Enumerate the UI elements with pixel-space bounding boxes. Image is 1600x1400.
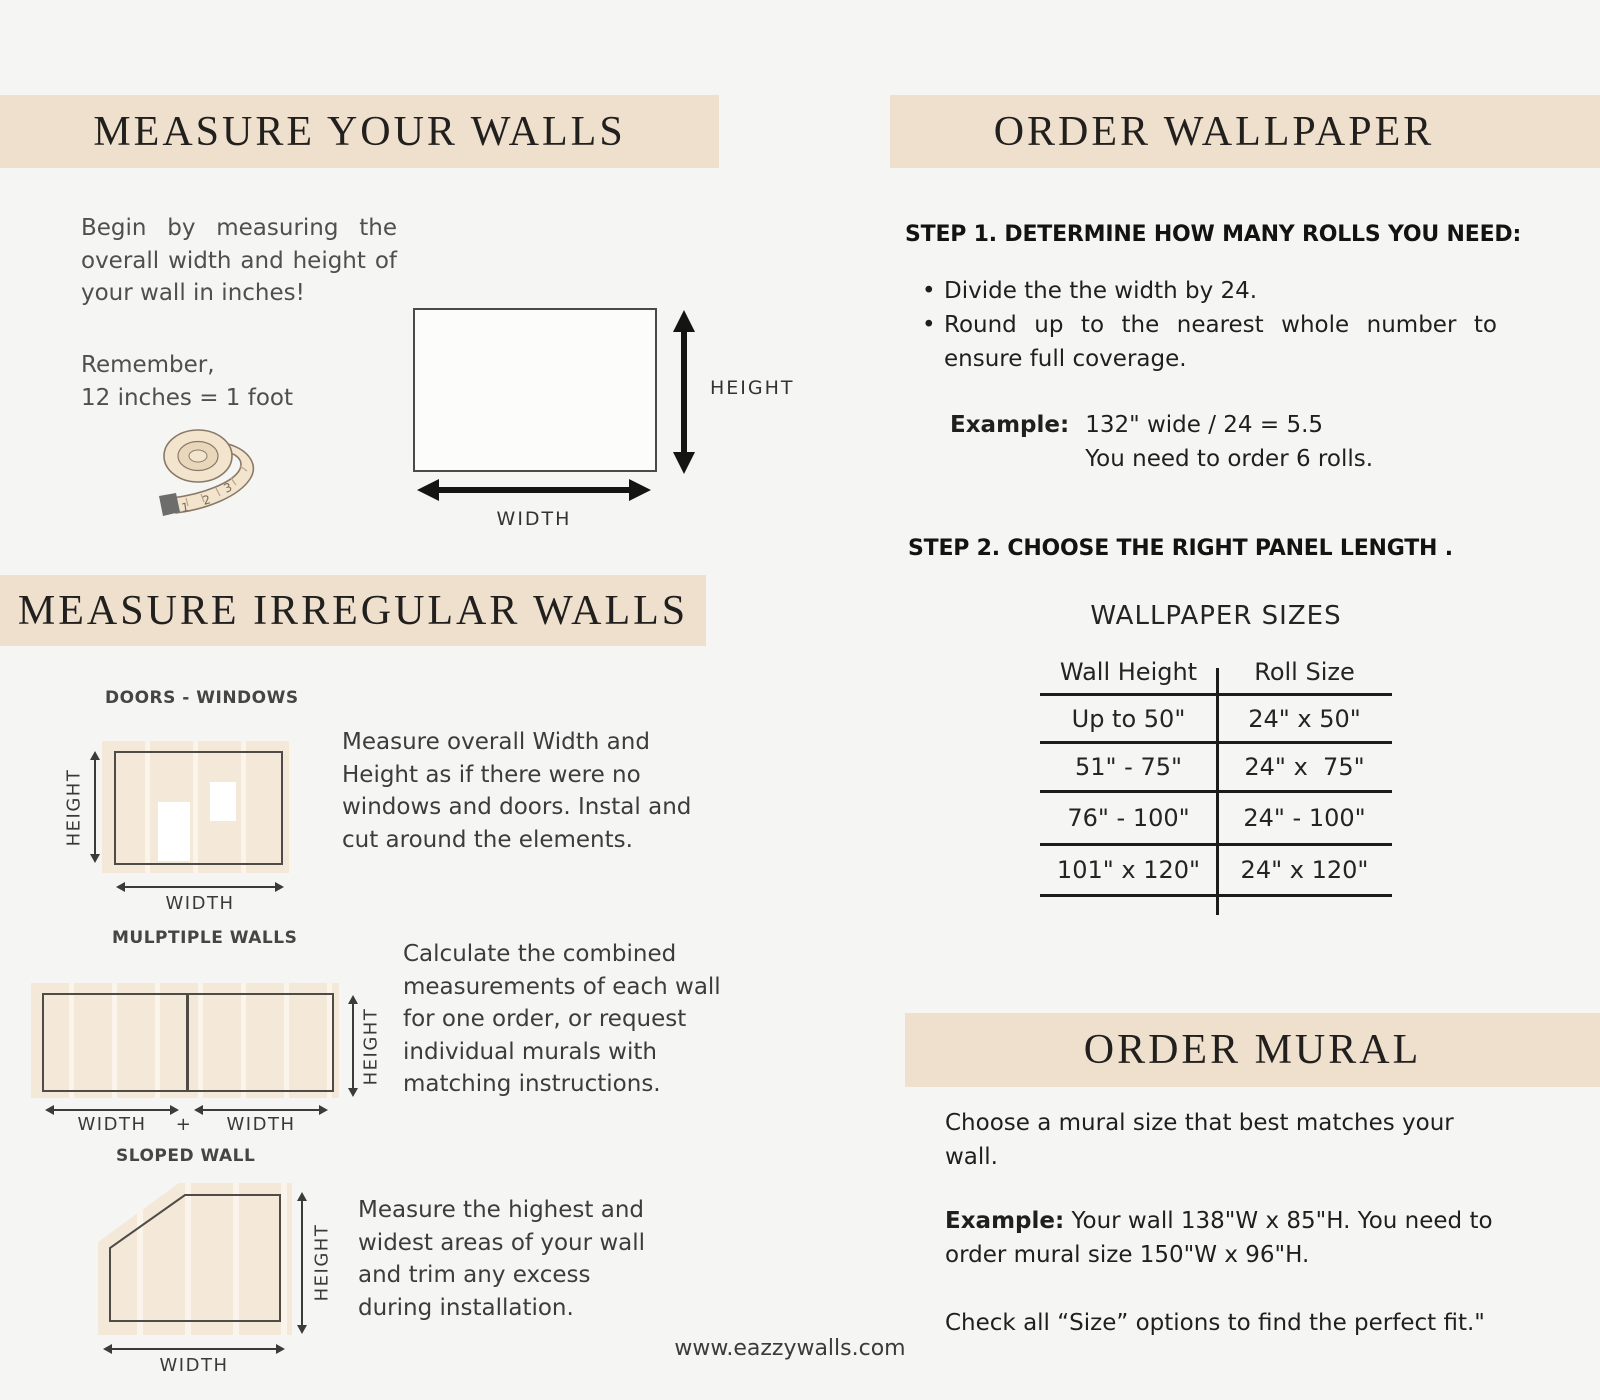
height-label: HEIGHT	[311, 1223, 333, 1302]
remember-line2: 12 inches = 1 foot	[81, 385, 293, 411]
width-arrow-icon	[116, 881, 284, 893]
bullet-item	[922, 274, 1497, 308]
wall-height-cell: 51" - 75"	[1074, 753, 1183, 781]
section-header-order-mural	[905, 1013, 1600, 1087]
width-label: WIDTH	[77, 1114, 147, 1135]
doors-windows-diagram	[102, 741, 292, 873]
step1-example	[950, 408, 1373, 476]
remember-line1: Remember,	[81, 352, 215, 378]
tape-number-2: 2	[200, 492, 213, 508]
page-title: MEASURE YOUR WALLS	[93, 108, 626, 155]
wall-height-cell: 76" - 100"	[1067, 804, 1190, 832]
example-label: Example:	[950, 412, 1070, 438]
section-header-measure-walls	[0, 95, 719, 168]
doors-windows-label: DOORS - WINDOWS	[105, 688, 299, 708]
website-footer: www.eazzywalls.com	[674, 1336, 906, 1361]
measure-walls-intro: Begin by measuring the overall width and height of your wall in inches!	[81, 215, 397, 306]
mural-example	[945, 1204, 1520, 1272]
multiple-walls-text: Calculate the combined measurements of each wall for one order, or request individual murals with matching instructions.	[403, 941, 721, 1097]
example-text: Your wall 138"W x 85"H. You need to order mural size 150"W x 96"H.	[945, 1208, 1493, 1268]
step2-heading: STEP 2. CHOOSE THE RIGHT PANEL LENGTH .	[908, 536, 1453, 561]
bullet-icon: •	[922, 312, 936, 338]
wall-divider-line	[186, 993, 189, 1092]
order-mural-title: ORDER MURAL	[1083, 1027, 1422, 1073]
doors-windows-text: Measure overall Width and Height as if there were no windows and doors. Instal and cut around the elements.	[342, 729, 692, 853]
height-arrow-icon	[296, 1192, 308, 1334]
sloped-wall-label: SLOPED WALL	[116, 1146, 256, 1166]
bullet-text: Round up to the nearest whole number to ensure full coverage.	[944, 312, 1497, 372]
step1-bullets	[922, 274, 1497, 376]
roll-size-cell: 24" x 50"	[1248, 704, 1361, 733]
plus-label: +	[175, 1114, 193, 1135]
step1-heading: STEP 1. DETERMINE HOW MANY ROLLS YOU NEED:	[905, 222, 1522, 247]
bullet-icon: •	[922, 278, 936, 304]
height-label: HEIGHT	[360, 1007, 382, 1086]
column-header: Wall Height	[1059, 657, 1198, 686]
wall-height-cell: 101" x 120"	[1056, 856, 1201, 884]
width-label: WIDTH	[226, 1114, 296, 1135]
height-label: HEIGHT	[710, 377, 795, 399]
multiple-walls-diagram	[31, 983, 339, 1098]
height-arrow-icon	[89, 751, 101, 863]
order-wallpaper-title: ORDER WALLPAPER	[993, 108, 1435, 155]
door-cutout	[158, 802, 190, 861]
section-header-order-wallpaper	[890, 95, 1600, 168]
height-label: HEIGHT	[63, 768, 85, 847]
width-label: WIDTH	[496, 508, 572, 530]
roll-size-cell: 24" x 75"	[1244, 753, 1365, 781]
roll-size-cell: 24" - 100"	[1243, 804, 1366, 832]
width-arrow-icon	[415, 477, 653, 503]
irregular-walls-title: MEASURE IRREGULAR WALLS	[17, 587, 689, 634]
window-cutout	[210, 782, 236, 821]
example-note: You need to order 6 rolls.	[1085, 446, 1374, 472]
roll-size-cell: 24" x 120"	[1240, 856, 1369, 884]
tape-measure-icon	[146, 420, 266, 524]
mural-intro: Choose a mural size that best matches your wall.	[945, 1110, 1454, 1170]
bullet-text: Divide the the width by 24.	[944, 278, 1258, 304]
width-label: WIDTH	[165, 893, 235, 914]
example-value: 132" wide / 24 = 5.5	[1085, 412, 1324, 438]
height-arrow-icon	[671, 308, 697, 476]
width-arrow-icon	[103, 1343, 285, 1355]
wallpaper-sizes-table	[1040, 650, 1392, 897]
tape-end-cap	[159, 493, 180, 516]
sloped-wall-text: Measure the highest and widest areas of your wall and trim any excess during installation.	[358, 1197, 646, 1321]
table-divider-line	[1216, 668, 1219, 915]
multiple-walls-label: MULPTIPLE WALLS	[112, 928, 298, 948]
width-label: WIDTH	[159, 1355, 229, 1376]
height-arrow-icon	[347, 995, 359, 1097]
wall-height-cell: Up to 50"	[1071, 704, 1186, 733]
mural-note: Check all “Size” options to find the perfect fit."	[945, 1310, 1485, 1336]
table-title: WALLPAPER SIZES	[1090, 601, 1342, 631]
column-header: Roll Size	[1254, 657, 1355, 686]
section-header-irregular-walls	[0, 575, 706, 646]
sloped-wall-diagram	[95, 1180, 295, 1338]
tape-number-3: 3	[221, 479, 235, 496]
wall-diagram	[413, 308, 657, 472]
example-label: Example:	[945, 1208, 1065, 1234]
tape-number-1: 1	[180, 500, 190, 515]
bullet-item	[922, 308, 1497, 376]
